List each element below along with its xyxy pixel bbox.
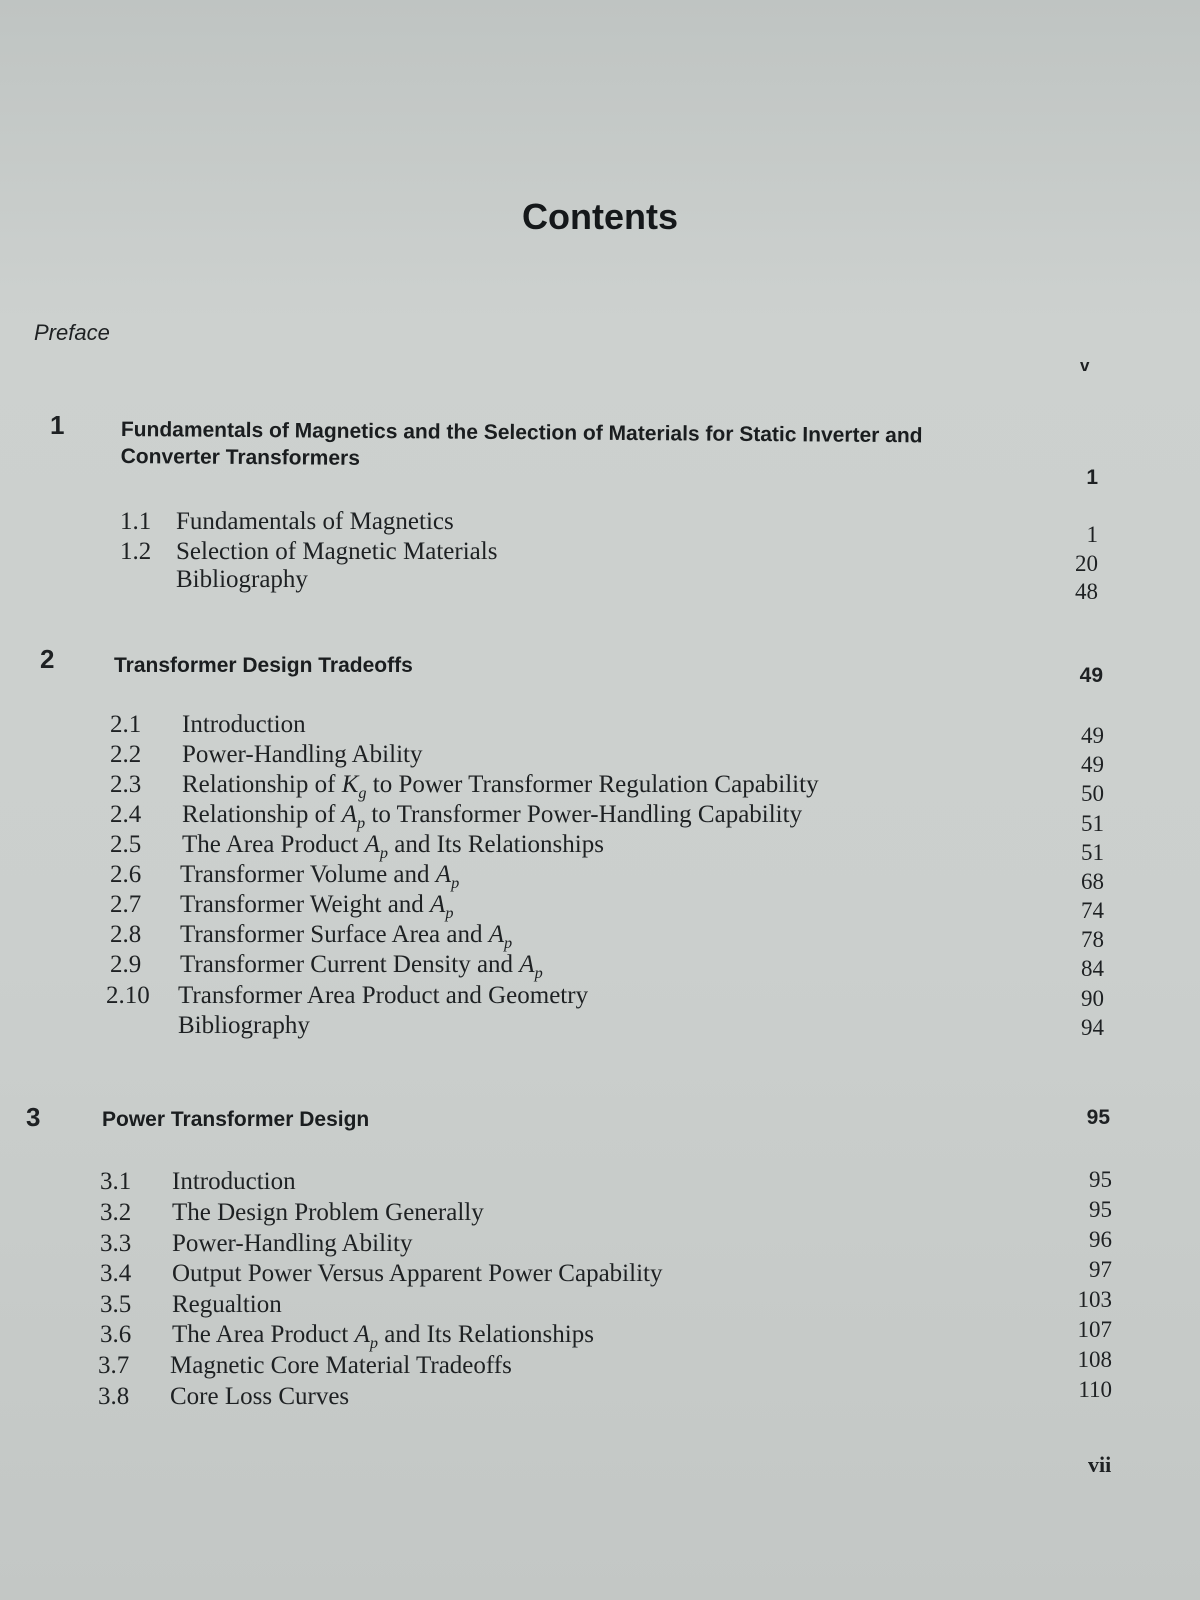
section-number: 3.2 [100, 1199, 132, 1226]
section-number: 2.7 [110, 891, 142, 918]
section-page-number: 50 [1081, 781, 1104, 806]
section-number: 3.5 [100, 1291, 132, 1318]
section-page-number: 97 [1089, 1257, 1112, 1282]
chapter-title [121, 416, 923, 476]
title-prefix: Relationship of [182, 801, 342, 828]
section-title [180, 950, 543, 982]
section-title: Core Loss Curves [170, 1383, 350, 1410]
section-number: 2.1 [110, 711, 142, 738]
section-page-number: 84 [1081, 956, 1104, 981]
title-suffix: and Its Relationships [378, 1321, 594, 1348]
section-title: Introduction [182, 711, 306, 738]
math-subscript: p [369, 1333, 378, 1352]
title-prefix: Transformer Weight and [180, 891, 431, 918]
section-title [172, 1320, 594, 1352]
math-variable: A [341, 801, 357, 828]
math-subscript: p [534, 963, 543, 982]
section-title: Bibliography [178, 1012, 310, 1039]
math-variable: A [519, 951, 535, 978]
title-prefix: The Area Product [172, 1321, 355, 1348]
section-number: 2.8 [110, 921, 142, 948]
section-number: 2.9 [110, 951, 142, 978]
section-page-number: 110 [1078, 1377, 1112, 1402]
section-title [182, 800, 802, 832]
math-variable: K [341, 771, 359, 798]
page-folio-number: vii [1088, 1452, 1112, 1477]
section-page-number: 51 [1081, 811, 1104, 836]
section-title: Power-Handling Ability [182, 741, 423, 768]
section-page-number: 108 [1077, 1347, 1112, 1372]
chapter-page-number: 49 [1079, 664, 1103, 687]
chapter-page-number: 1 [1086, 466, 1098, 489]
math-variable: A [430, 891, 446, 918]
section-page-number: 103 [1077, 1287, 1112, 1312]
section-number: 3.7 [98, 1352, 130, 1379]
section-page-number: 49 [1081, 752, 1104, 777]
chapter-number: 3 [26, 1102, 41, 1132]
section-title [180, 860, 459, 892]
preface-page-number: v [1080, 356, 1090, 375]
title-prefix: The Area Product [182, 831, 365, 858]
section-title: Transformer Area Product and Geometry [178, 982, 589, 1009]
section-title: Fundamentals of Magnetics [176, 508, 454, 535]
section-number: 2.5 [110, 831, 142, 858]
section-title [180, 920, 512, 952]
section-number: 3.8 [98, 1383, 130, 1410]
section-title [182, 770, 819, 802]
section-page-number: 1 [1086, 522, 1098, 547]
section-title: Output Power Versus Apparent Power Capability [172, 1260, 663, 1287]
preface-label: Preface [34, 320, 110, 345]
chapter-number: 2 [40, 644, 55, 674]
math-variable: A [354, 1321, 370, 1348]
title-prefix: Relationship of [182, 771, 342, 798]
section-page-number: 90 [1081, 986, 1104, 1011]
math-variable: A [488, 921, 504, 948]
section-number: 2.2 [110, 741, 142, 768]
math-variable: A [364, 831, 380, 858]
section-number: 2.6 [110, 861, 142, 888]
section-number: 3.4 [100, 1260, 132, 1287]
math-variable: A [435, 861, 452, 888]
section-number: 3.6 [100, 1321, 132, 1348]
title-prefix: Transformer Volume and [180, 861, 436, 888]
section-title: Magnetic Core Material Tradeoffs [170, 1352, 512, 1379]
chapter-number: 1 [50, 410, 65, 440]
section-title [180, 890, 453, 922]
section-number: 2.10 [106, 982, 150, 1009]
section-page-number: 68 [1081, 869, 1104, 894]
section-page-number: 96 [1089, 1227, 1112, 1252]
title-suffix: to Transformer Power-Handling Capability [365, 801, 803, 828]
section-title: Introduction [172, 1168, 296, 1195]
section-page-number: 94 [1081, 1015, 1104, 1040]
math-subscript: p [357, 813, 366, 832]
math-subscript: p [451, 873, 460, 892]
section-page-number: 51 [1081, 840, 1104, 865]
section-page-number: 95 [1089, 1167, 1112, 1192]
chapter-title: Power Transformer Design [102, 1108, 370, 1131]
section-number: 3.3 [100, 1230, 132, 1257]
chapter-page-number: 95 [1086, 1106, 1110, 1129]
math-subscript: p [445, 903, 454, 922]
math-subscript: p [503, 933, 513, 952]
chapter-title: Transformer Design Tradeoffs [114, 654, 413, 677]
page-title: Contents [522, 196, 678, 237]
section-title [182, 830, 604, 862]
section-page-number: 107 [1077, 1317, 1112, 1342]
title-prefix: Transformer Current Density and [180, 951, 520, 978]
section-number: 1.1 [120, 508, 152, 535]
math-subscript: p [379, 843, 388, 862]
chapter-title-line: Fundamentals of Magnetics and the Selection of Materials for Static Inverter and [120, 417, 923, 448]
section-number: 1.2 [120, 538, 152, 565]
chapter-title-line: Converter Transformers [120, 444, 361, 470]
title-suffix: to Power Transformer Regulation Capability [366, 771, 819, 798]
section-number: 2.4 [110, 801, 142, 828]
section-page-number: 49 [1081, 723, 1104, 748]
section-title: Regualtion [172, 1291, 282, 1318]
section-page-number: 95 [1089, 1197, 1112, 1222]
title-suffix: and Its Relationships [388, 831, 604, 858]
section-page-number: 20 [1075, 551, 1098, 576]
section-number: 3.1 [100, 1168, 132, 1195]
section-title: Bibliography [176, 566, 308, 593]
section-number: 2.3 [110, 771, 142, 798]
math-subscript: g [358, 783, 367, 802]
section-page-number: 78 [1081, 927, 1104, 952]
section-title: Power-Handling Ability [172, 1230, 413, 1257]
section-title: Selection of Magnetic Materials [176, 538, 498, 565]
title-prefix: Transformer Surface Area and [180, 921, 489, 948]
section-page-number: 74 [1081, 898, 1104, 923]
section-page-number: 48 [1075, 579, 1098, 604]
section-title: The Design Problem Generally [172, 1199, 484, 1226]
